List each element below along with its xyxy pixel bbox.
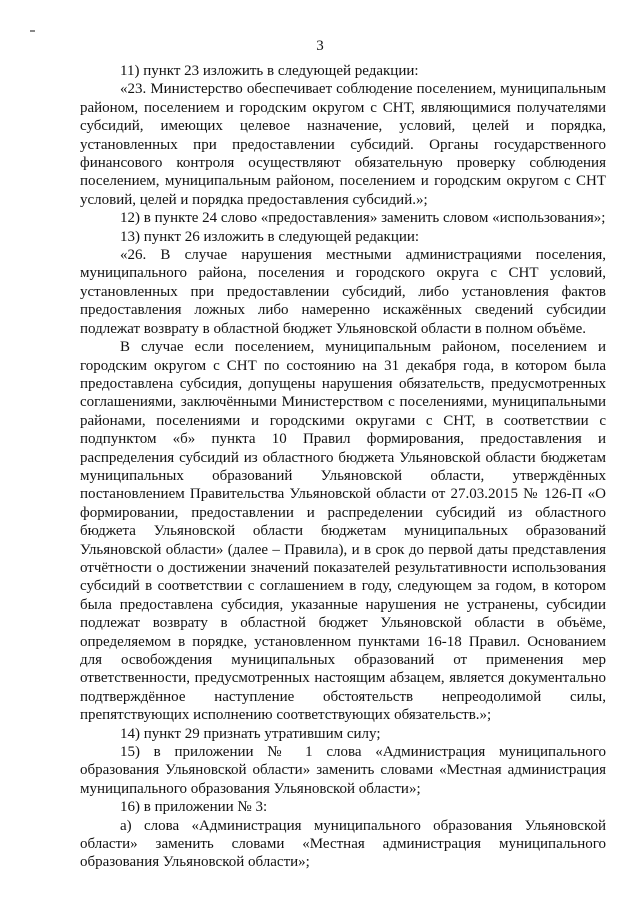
paragraph-16a: а) слова «Администрация муниципального образования Ульяновской области» заменить словами «Местная администрация муниципального образования Ульяновской области»; <box>80 817 606 871</box>
page-number: 3 <box>316 38 324 54</box>
paragraph-12: 12) в пункте 24 слово «предоставления» заменить словом «использования»; <box>120 210 606 227</box>
document-body <box>80 62 606 872</box>
paragraph-23-text: «23. Министерство обеспечивает соблюдение поселением, муниципальным районом, поселением и городским округом с СНТ, являющимися получателями субсидий, имеющих целевое назначение, условий, целей и порядка, установленных при предоставлении субсидий. Органы государственного финансового контроля осуществляют обязательную проверку соблюдения поселением, муниципальным районом, поселением и городским округом с СНТ условий, целей и порядка предоставления субсидий.»; <box>80 81 606 208</box>
paragraph-16: 16) в приложении № 3: <box>120 799 268 816</box>
paragraph-13: 13) пункт 26 изложить в следующей редакции: <box>120 228 420 245</box>
scan-speck <box>30 30 35 32</box>
paragraph-26-second: В случае если поселением, муниципальным районом, поселением и городским округом с СНТ по состоянию на 31 декабря года, в котором была предоставлена субсидия, допущены нарушения обязательств, предусмотренных соглашениями, заключёнными Министерством с поселениями, муниципальными районами, поселениями и городскими округами с СНТ, в соответствии с подпунктом «б» пункта 10 Правил формирования, предоставления и распределения субсидий из областного бюджета Ульяновской области бюджетам муниципальных образований Ульяновской области, утверждённых постановлением Правительства Ульяновской области от 27.03.2015 № 126-П «О формировании, предоставлении и распределении субсидий из областного бюджета Ульяновской области бюджетам муниципальных образований Ульяновской области» (далее – Правила), и в срок до первой даты представления отчётности о достижении значений показателей результативности использования субсидий в соответствии с соглашением в году, следующем за годом, в котором была предоставлена субсидия, указанные нарушения не устранены, субсидии подлежат возврату в областной бюджет Ульяновской области в объёме, определяемом в порядке, установленном пунктами 16-18 Правил. Основанием для освобождения муниципальных образований от применения мер ответственности, предусмотренных настоящим абзацем, является документально подтверждённое наступление обстоятельств непреодолимой силы, препятствующих исполнению соответствующих обязательств.»; <box>80 339 606 724</box>
paragraph-15: 15) в приложении № 1 слова «Администрация муниципального образования Ульяновской области» заменить словами «Местная администрация муниципального образования Ульяновской области»; <box>80 744 606 797</box>
paragraph-14: 14) пункт 29 признать утратившим силу; <box>120 725 381 742</box>
paragraph-11: 11) пункт 23 изложить в следующей редакции: <box>120 63 419 79</box>
paragraph-26-text: «26. В случае нарушения местными администрациями поселения, муниципального района, поселения и городского округа с СНТ условий, установленных при предоставлении субсидий, либо установления фактов предоставления ложных либо намеренно искажённых сведений субсидии подлежат возврату в областной бюджет Ульяновской области в полном объёме. <box>80 247 606 337</box>
